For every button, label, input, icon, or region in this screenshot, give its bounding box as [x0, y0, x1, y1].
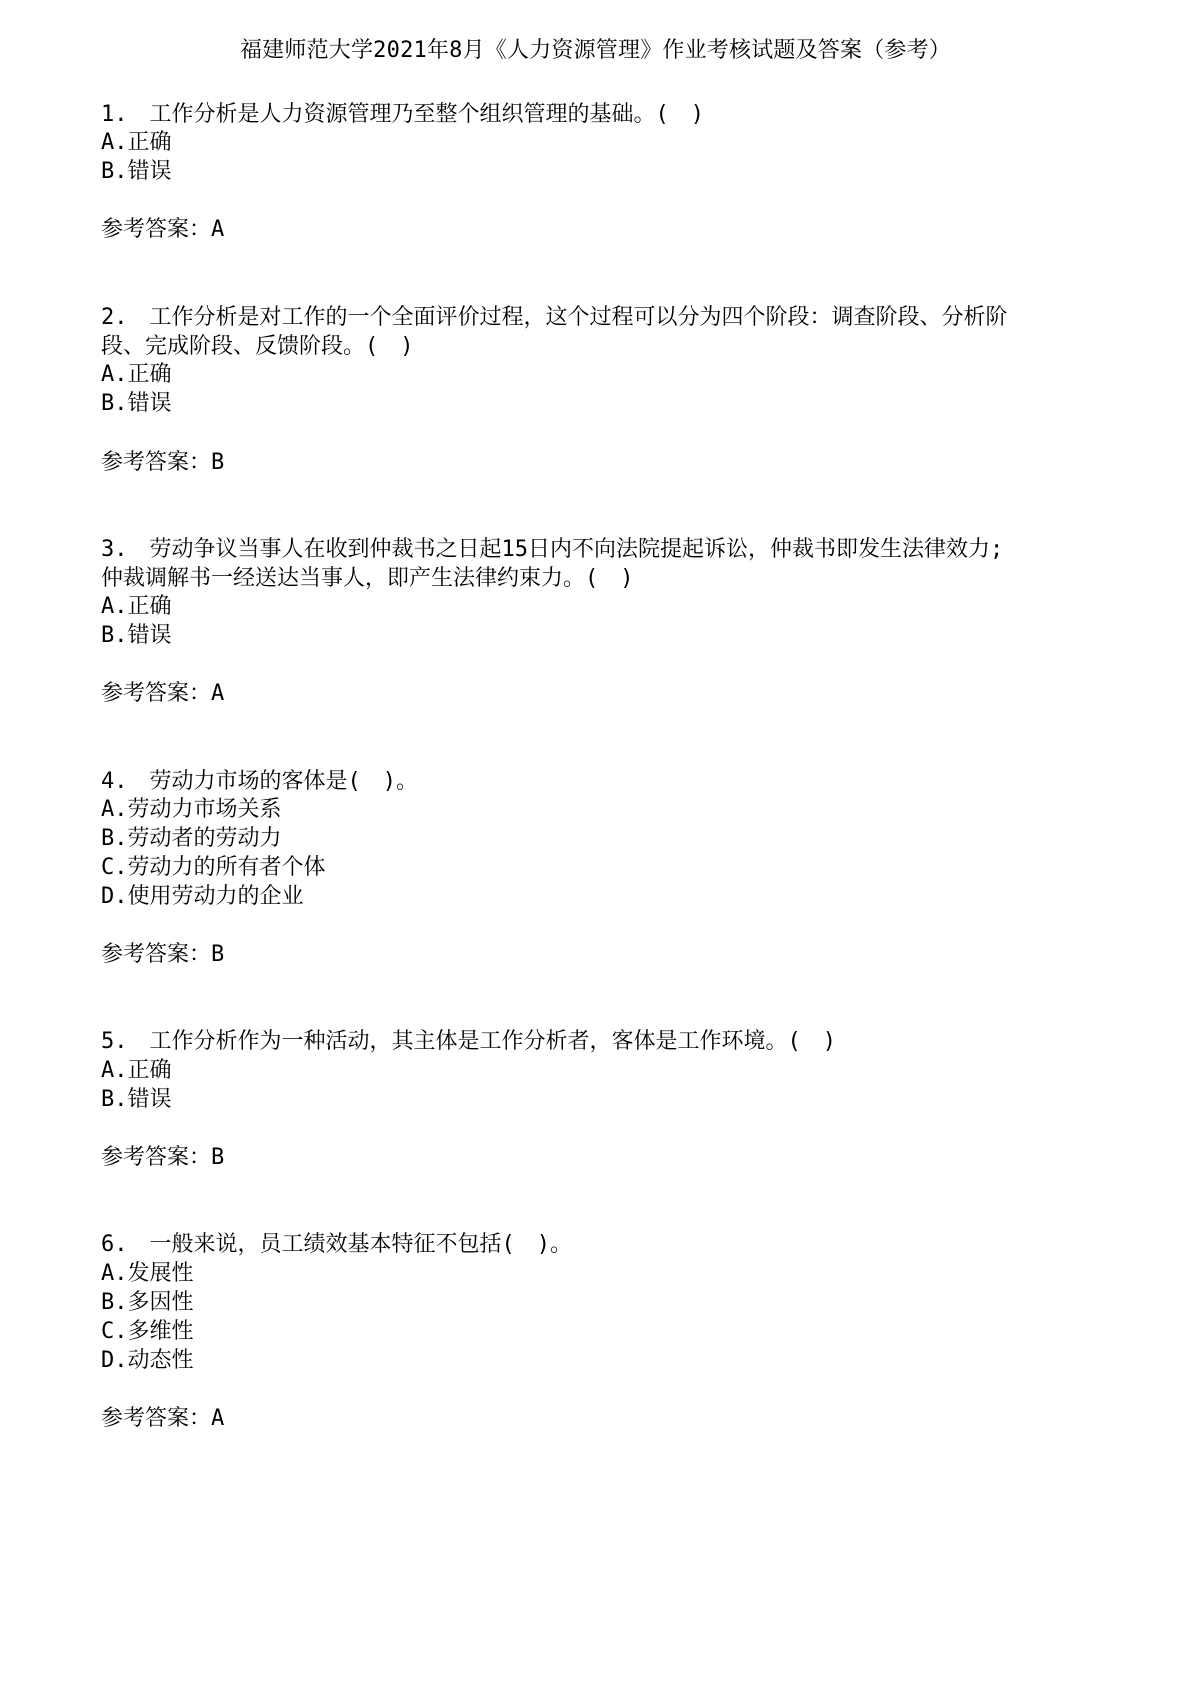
question-4-option-c: C.劳动力的所有者个体	[101, 855, 326, 880]
question-2-option-a: A.正确	[101, 362, 172, 387]
question-2-option-b: B.错误	[101, 391, 172, 416]
question-1-option-b: B.错误	[101, 159, 172, 184]
question-4-option-b: B.劳动者的劳动力	[101, 826, 282, 851]
question-3-option-a: A.正确	[101, 594, 172, 619]
question-5-answer: 参考答案：B	[101, 1145, 225, 1170]
question-3-answer: 参考答案：A	[101, 681, 225, 706]
question-5-text-line-1: 5. 工作分析作为一种活动，其主体是工作分析者，客体是工作环境。( )	[101, 1029, 836, 1054]
question-3-text-line-2: 仲裁调解书一经送达当事人，即产生法律约束力。( )	[101, 566, 634, 591]
question-6-option-c: C.多维性	[101, 1319, 194, 1344]
question-6-option-a: A.发展性	[101, 1261, 194, 1286]
question-6-answer: 参考答案：A	[101, 1406, 225, 1431]
question-2-text-line-1: 2. 工作分析是对工作的一个全面评价过程，这个过程可以分为四个阶段：调查阶段、分析阶	[101, 305, 1008, 330]
question-6-text-line-1: 6. 一般来说，员工绩效基本特征不包括( )。	[101, 1232, 572, 1257]
question-1-option-a: A.正确	[101, 130, 172, 155]
question-1-answer: 参考答案：A	[101, 217, 225, 242]
question-1-text-line-1: 1. 工作分析是人力资源管理乃至整个组织管理的基础。( )	[101, 102, 704, 127]
question-3-option-b: B.错误	[101, 623, 172, 648]
question-4-option-a: A.劳动力市场关系	[101, 797, 282, 822]
question-6-option-b: B.多因性	[101, 1290, 194, 1315]
question-5-option-b: B.错误	[101, 1087, 172, 1112]
question-5-option-a: A.正确	[101, 1058, 172, 1083]
question-2-text-line-2: 段、完成阶段、反馈阶段。( )	[101, 334, 414, 359]
question-3-text-line-1: 3. 劳动争议当事人在收到仲裁书之日起15日内不向法院提起诉讼，仲裁书即发生法律效力;	[101, 537, 1004, 562]
question-4-answer: 参考答案：B	[101, 942, 225, 967]
question-4-option-d: D.使用劳动力的企业	[101, 884, 304, 909]
question-2-answer: 参考答案：B	[101, 450, 225, 475]
document-title: 福建师范大学2021年8月《人力资源管理》作业考核试题及答案（参考）	[239, 38, 952, 63]
question-6-option-d: D.动态性	[101, 1348, 194, 1373]
question-4-text-line-1: 4. 劳动力市场的客体是( )。	[101, 769, 418, 794]
